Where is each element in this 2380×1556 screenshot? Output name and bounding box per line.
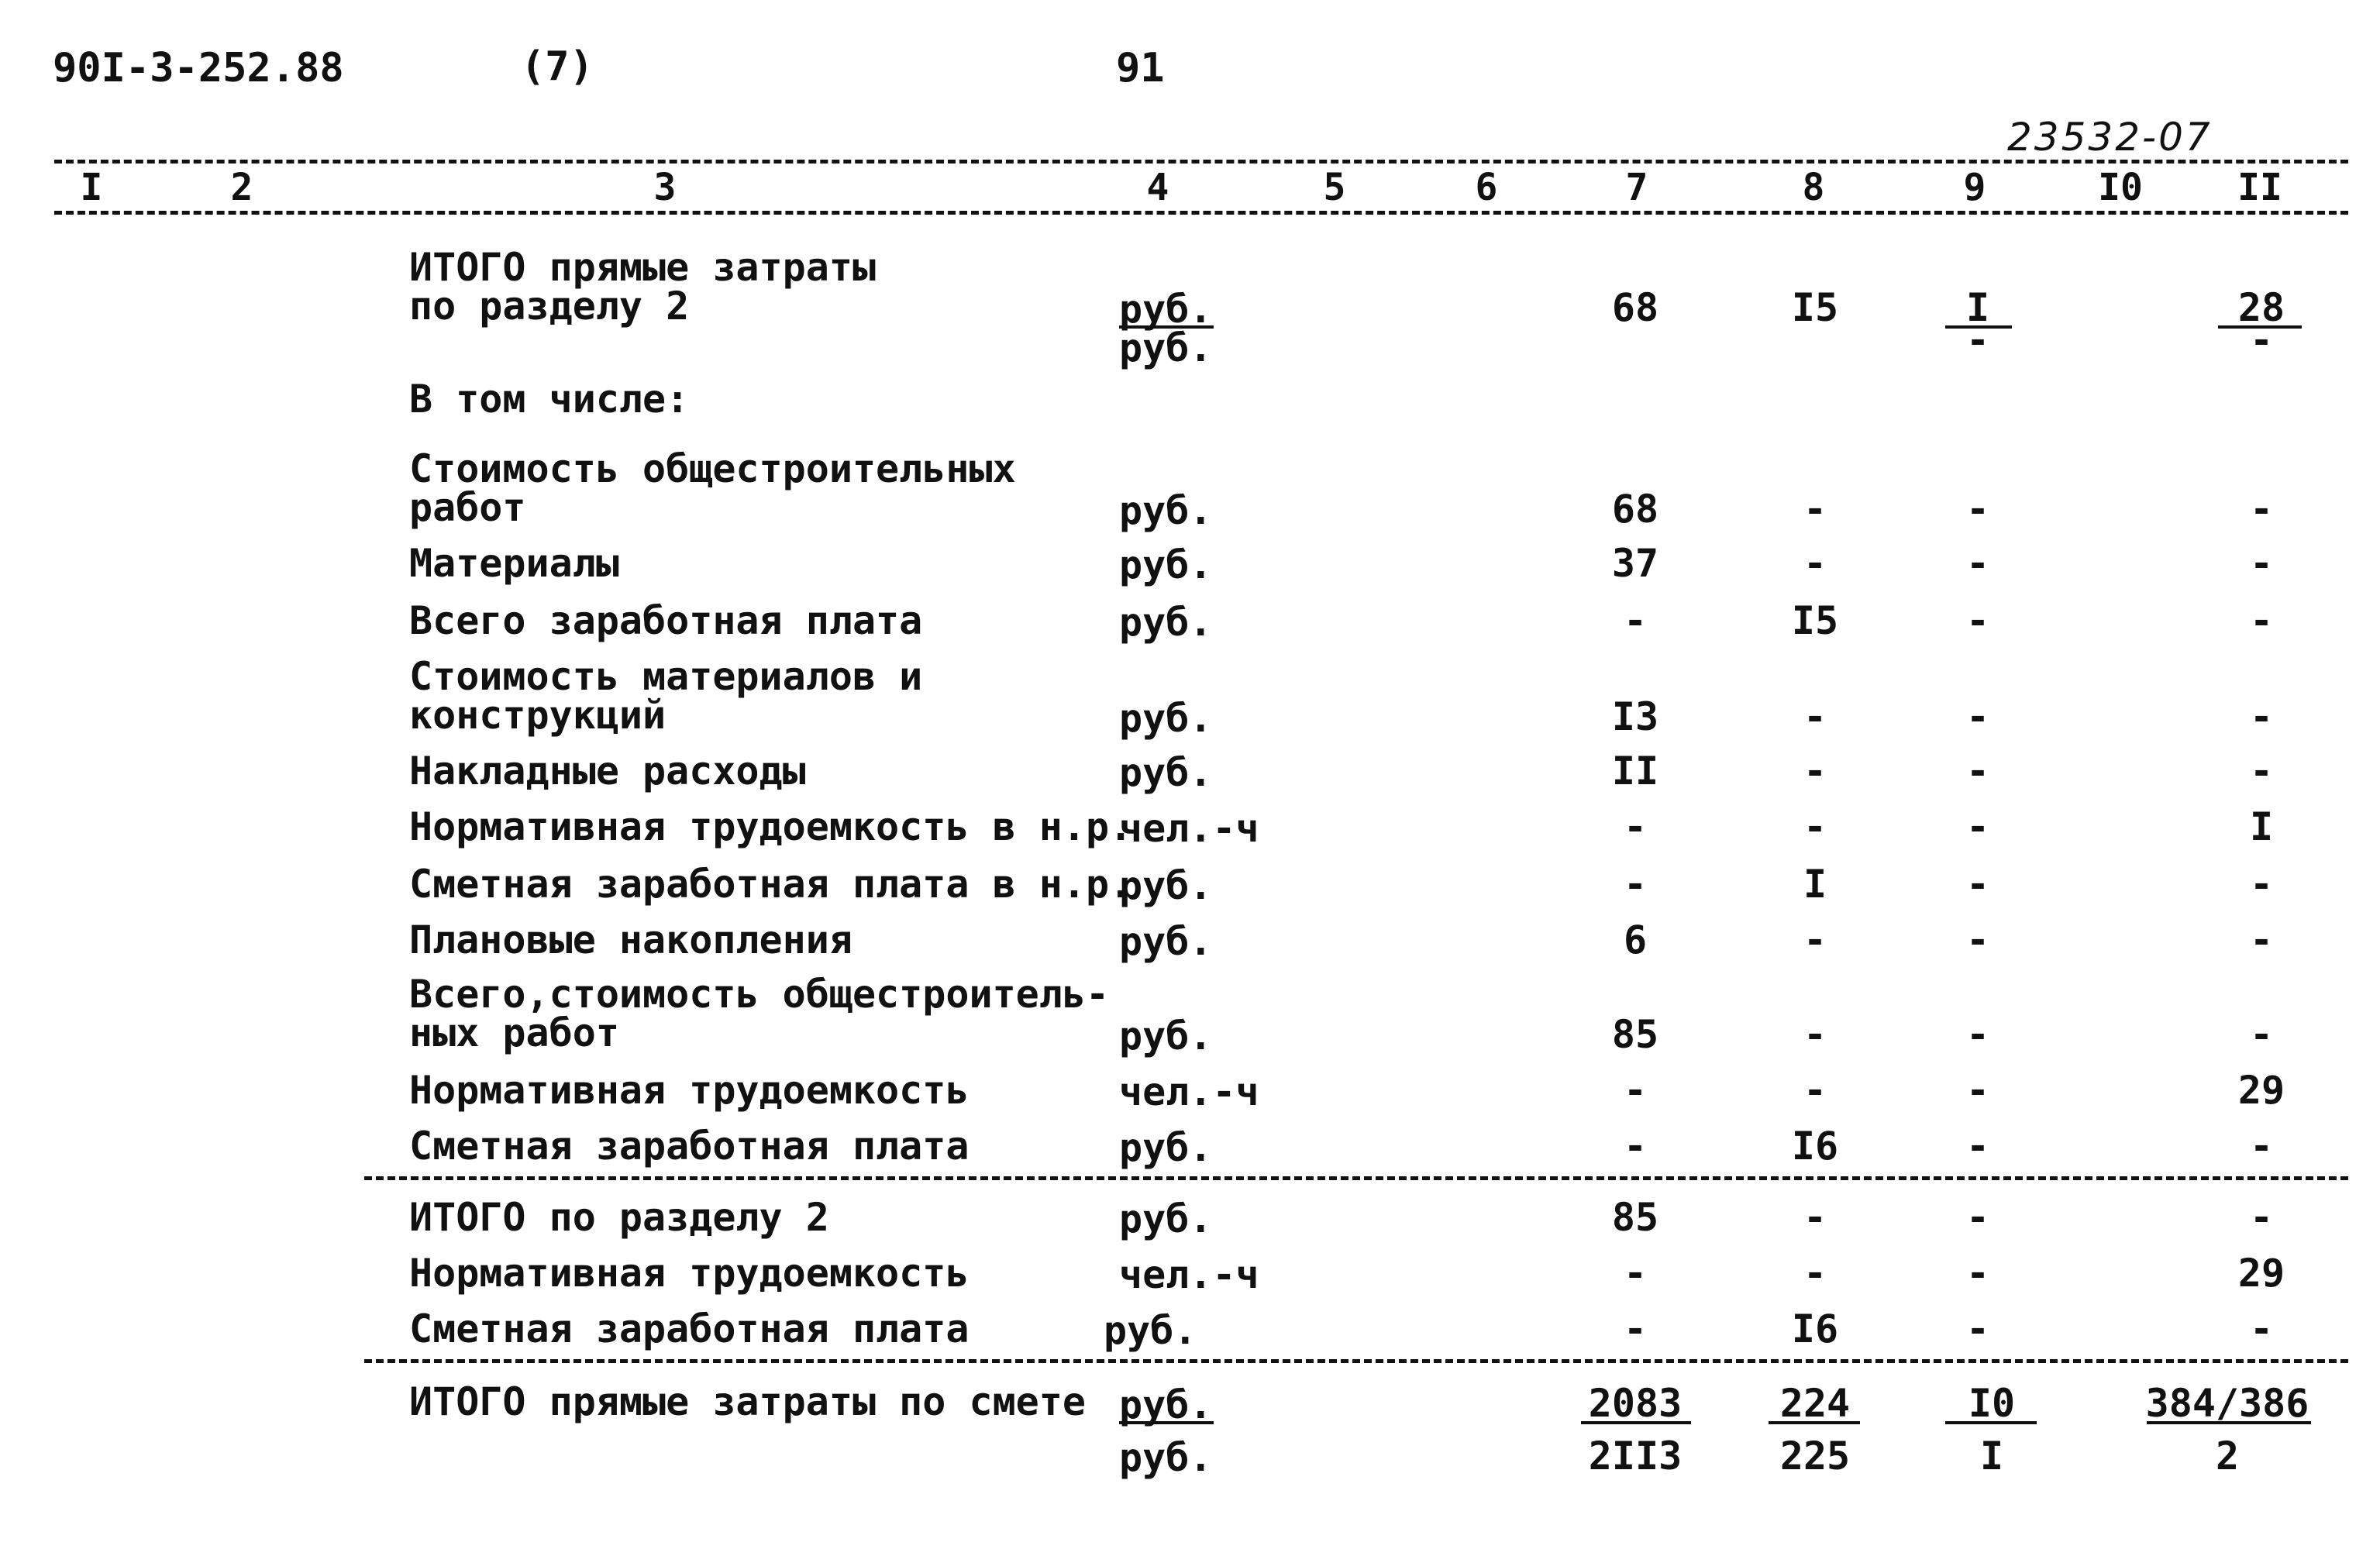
- cell-col8: -: [1803, 1251, 1827, 1296]
- row-label: Накладные расходы: [409, 749, 806, 793]
- cell-col8: -: [1803, 487, 1827, 532]
- cell-col11: -: [2249, 1195, 2274, 1240]
- cell-col9: -: [1965, 1124, 1990, 1169]
- document-code: 90I-3-252.88: [53, 45, 344, 91]
- column-header-10: I0: [2098, 166, 2143, 209]
- cell-col7: -: [1623, 862, 1648, 907]
- row-label: Нормативная трудоемкость: [409, 1068, 970, 1113]
- unit-cell: чел.-ч: [1119, 1069, 1259, 1114]
- cell-col9: -: [1965, 487, 1990, 532]
- cell-col9-numerator: I: [1965, 285, 1990, 330]
- unit-numerator: руб.: [1119, 287, 1213, 332]
- cell-col7: 68: [1611, 285, 1659, 330]
- section-divider: [364, 1359, 2348, 1363]
- including-label: В том числе:: [409, 377, 690, 422]
- cell-col7: -: [1623, 804, 1648, 849]
- unit-cell: руб.: [1119, 696, 1213, 741]
- cell-col9: -: [1965, 1251, 1990, 1296]
- unit-cell: руб.: [1119, 1125, 1213, 1170]
- cell-col8: I: [1803, 862, 1827, 907]
- cell-col11: -: [2249, 862, 2274, 907]
- cell-col7-denominator: 2II3: [1588, 1434, 1683, 1479]
- cell-col7: -: [1623, 1068, 1648, 1113]
- cell-col8-denominator: 225: [1779, 1434, 1851, 1479]
- cell-col7: 37: [1611, 541, 1659, 586]
- unit-cell: руб.: [1104, 1308, 1197, 1353]
- cell-col8-numerator: 224: [1779, 1381, 1851, 1426]
- column-header-11: II: [2237, 166, 2282, 209]
- cell-col11-numerator: 384/386: [2145, 1381, 2309, 1426]
- row-label: Сметная заработная плата: [409, 1124, 970, 1169]
- unit-numerator: руб.: [1119, 1382, 1213, 1427]
- cell-col8: I6: [1791, 1306, 1839, 1351]
- cell-col7: 85: [1611, 1195, 1659, 1240]
- cell-col7: 6: [1623, 917, 1648, 962]
- row-label: Всего,стоимость общестроитель-: [409, 972, 1110, 1017]
- row-label: Всего заработная плата: [409, 598, 923, 643]
- cell-col8: -: [1803, 541, 1827, 586]
- cell-col8: I5: [1791, 285, 1839, 330]
- page-number: 91: [1116, 45, 1165, 91]
- row-label-continued: по разделу 2: [409, 284, 690, 329]
- cell-col9: -: [1965, 749, 1990, 793]
- cell-col11: -: [2249, 1124, 2274, 1169]
- cell-col11-denominator: -: [2249, 318, 2274, 363]
- column-header-3: 3: [653, 166, 677, 209]
- section-divider: [364, 1176, 2348, 1180]
- cell-col7: -: [1623, 598, 1648, 643]
- header-top-rule: [54, 160, 2348, 164]
- column-header-6: 6: [1475, 166, 1498, 209]
- cell-col7: -: [1623, 1251, 1648, 1296]
- fraction-bar: [1581, 1421, 1691, 1424]
- cell-col11-numerator: 28: [2237, 285, 2285, 330]
- row-label: Стоимость общестроительных: [409, 446, 1016, 491]
- row-label: Плановые накопления: [409, 917, 852, 962]
- column-header-8: 8: [1802, 166, 1825, 209]
- cell-col8: -: [1803, 1012, 1827, 1057]
- column-header-5: 5: [1323, 166, 1346, 209]
- cell-col9: -: [1965, 917, 1990, 962]
- unit-cell: чел.-ч: [1119, 1252, 1259, 1297]
- cell-col9: -: [1965, 541, 1990, 586]
- column-header-7: 7: [1625, 166, 1648, 209]
- cell-col7: I3: [1611, 694, 1659, 739]
- unit-cell: руб.: [1119, 750, 1213, 795]
- cell-col7: 68: [1611, 487, 1659, 532]
- cell-col11: -: [2249, 1012, 2274, 1057]
- unit-cell: руб.: [1119, 863, 1213, 908]
- column-header-1: I: [80, 166, 103, 209]
- unit-cell: руб.: [1119, 1014, 1213, 1059]
- cell-col8: -: [1803, 694, 1827, 739]
- cell-col8: -: [1803, 1195, 1827, 1240]
- row-label-continued: конструкций: [409, 693, 666, 738]
- fraction-bar: [1769, 1421, 1860, 1424]
- cell-col8: I6: [1791, 1124, 1839, 1169]
- cell-col9: -: [1965, 804, 1990, 849]
- cell-col11: -: [2249, 749, 2274, 793]
- cell-col11: I: [2249, 804, 2274, 849]
- cell-col11: -: [2249, 917, 2274, 962]
- row-label-continued: ных работ: [409, 1010, 619, 1055]
- row-label: Стоимость материалов и: [409, 654, 923, 699]
- cell-col11: 29: [2237, 1068, 2285, 1113]
- inventory-stamp: 23532-07: [2007, 115, 2213, 160]
- row-label: ИТОГО по разделу 2: [409, 1195, 829, 1240]
- row-label-continued: работ: [409, 485, 526, 530]
- cell-col11: -: [2249, 598, 2274, 643]
- cell-col9: -: [1965, 1306, 1990, 1351]
- fraction-bar: [1945, 1421, 2037, 1424]
- cell-col9: -: [1965, 694, 1990, 739]
- cell-col11: -: [2249, 694, 2274, 739]
- unit-denominator: руб.: [1119, 325, 1213, 370]
- unit-cell: руб.: [1119, 1196, 1213, 1241]
- row-label: Материалы: [409, 541, 619, 586]
- cell-col8: -: [1803, 749, 1827, 793]
- unit-cell: руб.: [1119, 600, 1213, 645]
- cell-col7: -: [1623, 1124, 1648, 1169]
- cell-col7: 85: [1611, 1012, 1659, 1057]
- cell-col8: -: [1803, 804, 1827, 849]
- unit-denominator: руб.: [1119, 1435, 1213, 1480]
- cell-col9: -: [1965, 1068, 1990, 1113]
- column-header-9: 9: [1963, 166, 1986, 209]
- fraction-bar: [1119, 1421, 1214, 1424]
- cell-col11: -: [2249, 541, 2274, 586]
- cell-col11: -: [2249, 487, 2274, 532]
- unit-cell: чел.-ч: [1119, 806, 1259, 851]
- sheet-reference: (7): [521, 43, 594, 90]
- cell-col8: -: [1803, 917, 1827, 962]
- cell-col7: -: [1623, 1306, 1648, 1351]
- unit-cell: руб.: [1119, 488, 1213, 533]
- cell-col11: 29: [2237, 1251, 2285, 1296]
- cell-col9-denominator: I: [1979, 1434, 2004, 1479]
- unit-cell: руб.: [1119, 542, 1213, 587]
- row-label: Нормативная трудоемкость: [409, 1251, 970, 1296]
- cell-col9: -: [1965, 598, 1990, 643]
- row-label: Нормативная трудоемкость в н.р.: [409, 804, 1133, 849]
- cell-col9: -: [1965, 1195, 1990, 1240]
- cell-col8: -: [1803, 1068, 1827, 1113]
- cell-col9: -: [1965, 1012, 1990, 1057]
- header-bottom-rule: [54, 211, 2348, 215]
- cell-col7: II: [1611, 749, 1659, 793]
- cell-col8: I5: [1791, 598, 1839, 643]
- fraction-bar: [2147, 1421, 2311, 1424]
- cell-col7-numerator: 2083: [1588, 1381, 1683, 1426]
- cell-col9-denominator: -: [1965, 318, 1990, 363]
- cell-col11-denominator: 2: [2215, 1434, 2240, 1479]
- row-label: ИТОГО прямые затраты по смете: [409, 1379, 1086, 1424]
- cell-col9-numerator: I0: [1968, 1381, 2016, 1426]
- row-label: ИТОГО прямые затраты: [409, 245, 877, 290]
- row-label: Сметная заработная плата в н.р.: [409, 862, 1133, 907]
- unit-cell: руб.: [1119, 919, 1213, 964]
- column-header-2: 2: [230, 166, 253, 209]
- cell-col9: -: [1965, 862, 1990, 907]
- row-label: Сметная заработная плата: [409, 1306, 970, 1351]
- cell-col11: -: [2249, 1306, 2274, 1351]
- column-header-4: 4: [1146, 166, 1169, 209]
